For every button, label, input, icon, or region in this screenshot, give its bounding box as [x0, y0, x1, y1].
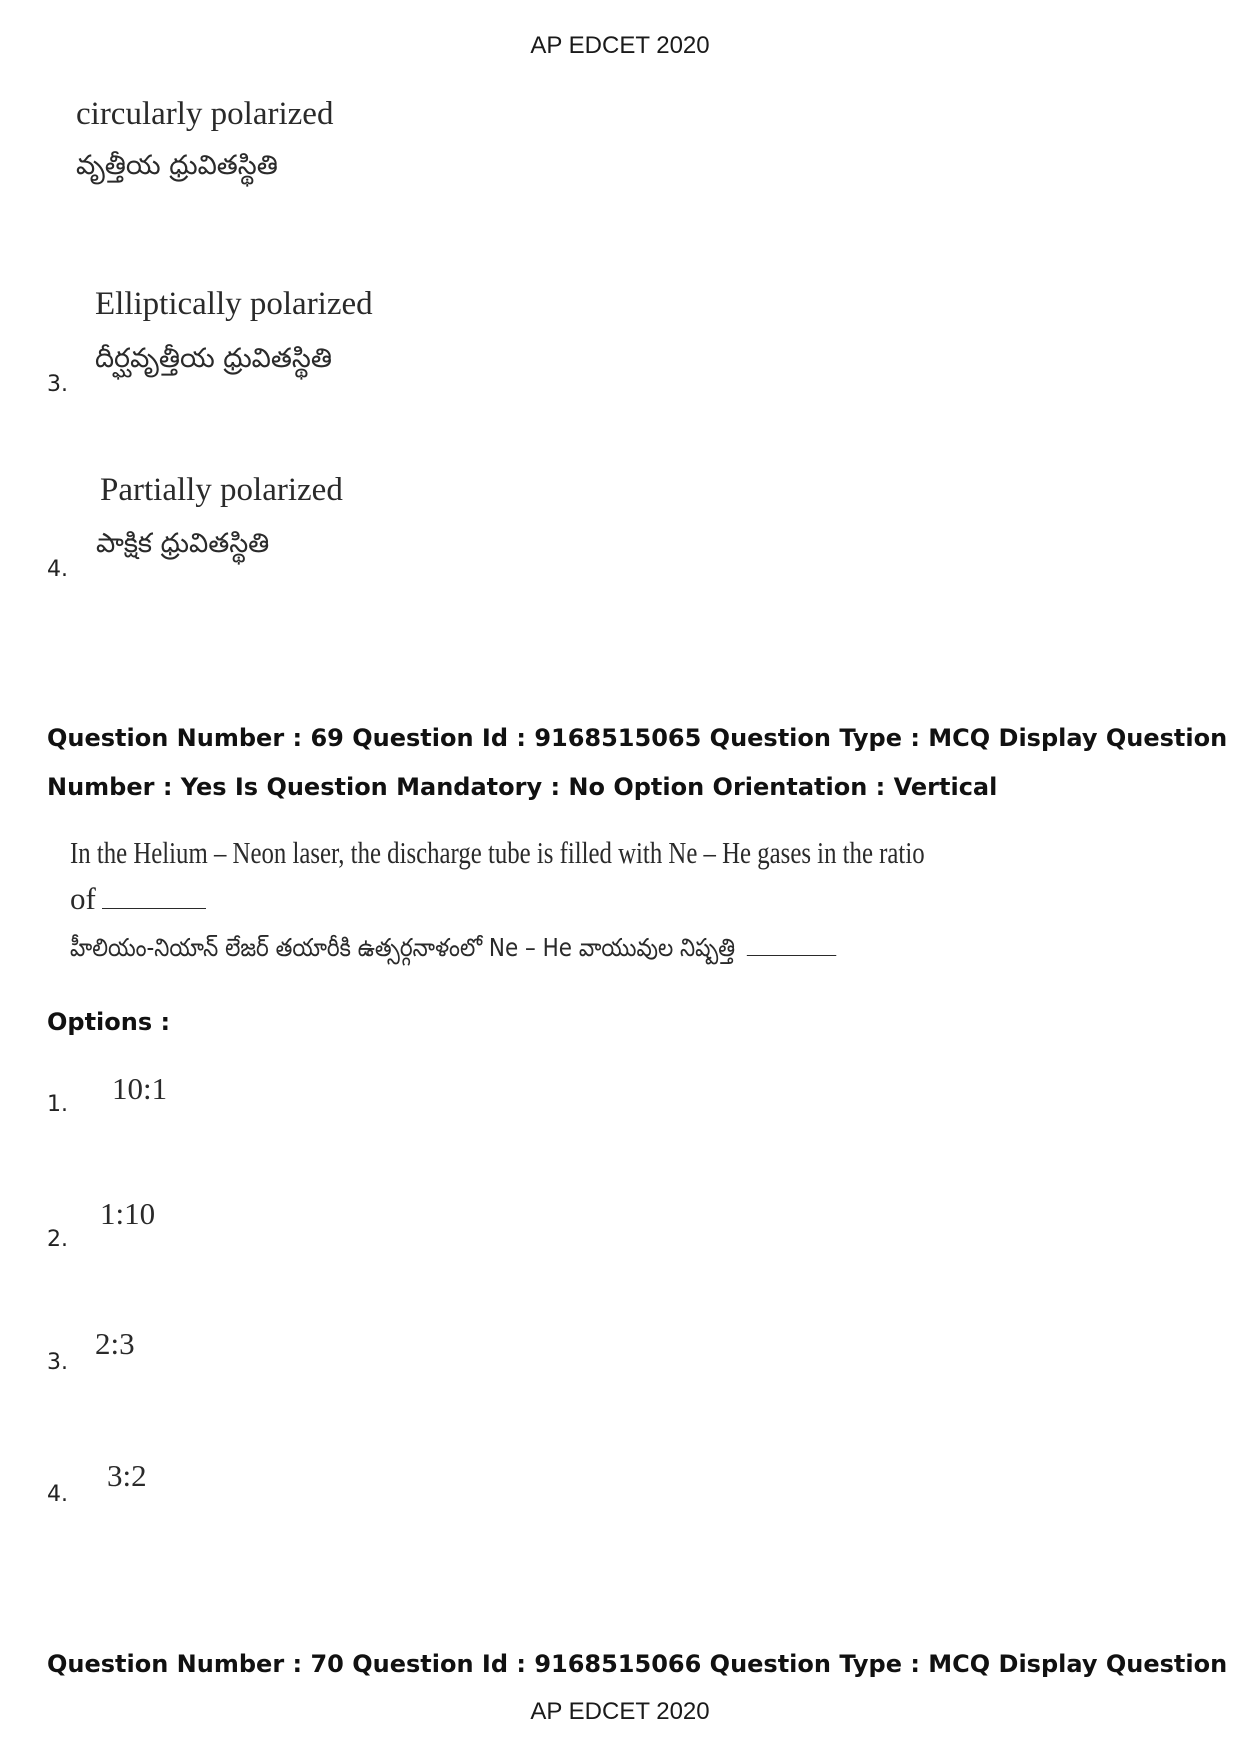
option-number: 3.: [47, 372, 68, 397]
option-telugu-text: దీర్ఘవృత్తీయ ధ్రువితస్థితి: [95, 343, 332, 374]
question-stem-english: In the Helium – Neon laser, the discharge tube is filled with Ne – He gases in the ratio: [70, 835, 925, 870]
option-number: 4.: [47, 557, 68, 582]
option-number: 4.: [47, 1482, 68, 1507]
question-meta-line: Question Number : 69 Question Id : 9168515065 Question Type : MCQ Display Question: [47, 724, 1228, 752]
question-stem-english-cont: [70, 877, 206, 917]
option-number: 3.: [47, 1350, 68, 1375]
option-number: 1.: [47, 1092, 68, 1117]
answer-blank: [102, 877, 206, 909]
option-english-text: Partially polarized: [100, 472, 343, 508]
option-telugu-text: వృత్తీయ ధ్రువితస్థితి: [76, 150, 278, 181]
option-number: 2.: [47, 1227, 68, 1252]
question-stem-telugu: [70, 930, 836, 969]
option-english-text: Elliptically polarized: [95, 286, 373, 322]
option-text: 10:1: [112, 1071, 168, 1106]
question-meta-line: Number : Yes Is Question Mandatory : No Option Orientation : Vertical: [47, 773, 998, 801]
page-footer: AP EDCET 2020: [530, 1698, 710, 1725]
options-label: Options :: [47, 1008, 171, 1036]
page-header: AP EDCET 2020: [530, 32, 710, 59]
question-meta-line: Question Number : 70 Question Id : 9168515066 Question Type : MCQ Display Question: [47, 1650, 1228, 1678]
answer-blank: [747, 930, 836, 956]
option-text: 2:3: [95, 1326, 135, 1361]
question-stem-english-word: of: [70, 881, 96, 916]
option-telugu-text: పాక్షిక ధ్రువితస్థితి: [96, 528, 270, 559]
option-text: 1:10: [100, 1196, 156, 1231]
option-text: 3:2: [107, 1458, 147, 1493]
option-english-text: circularly polarized: [76, 96, 334, 132]
question-stem-telugu-text: హీలియం-నియాన్ లేజర్ తయారీకి ఉత్సర్గనాళంలో Ne – He వాయువుల నిష్పత్తి: [70, 933, 736, 962]
